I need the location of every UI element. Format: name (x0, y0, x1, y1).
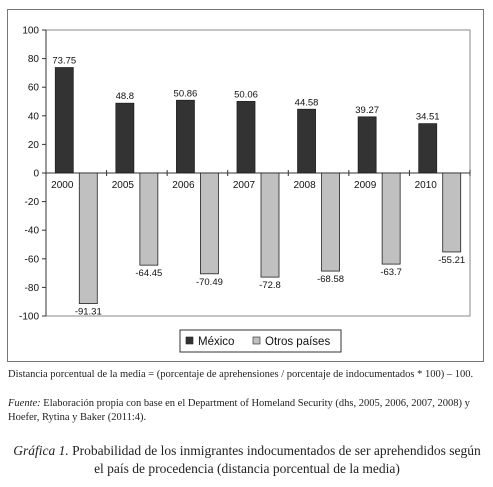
data-label-otros-paises: -55.21 (438, 254, 466, 266)
caption-text: Probabilidad de los inmigrantes indocumentados de ser aprehendidos según el país de procedencia (distancia porcentual de la media) (68, 443, 481, 476)
caption-label: Gráfica 1. (13, 443, 69, 458)
bar-otros-paises (200, 173, 218, 274)
legend-swatch-mexico (186, 337, 193, 344)
y-tick-label: -60 (24, 254, 39, 266)
data-label-otros-paises: -91.31 (74, 306, 102, 318)
bar-mexico (419, 124, 437, 173)
bar-mexico (176, 100, 194, 173)
source-note (8, 397, 486, 425)
data-label-otros-paises: -72.8 (259, 280, 281, 292)
x-tick-label: 2009 (354, 180, 377, 191)
y-tick-label: 20 (27, 139, 39, 151)
data-label-mexico: 50.86 (173, 88, 198, 100)
bar-otros-paises (140, 173, 158, 265)
data-label-mexico: 39.27 (355, 104, 380, 116)
legend-label-otros-paises: Otros países (265, 336, 331, 348)
bar-otros-paises (443, 173, 461, 252)
y-tick-label: 60 (27, 82, 39, 94)
x-tick-label: 2006 (172, 180, 195, 191)
bar-otros-paises (322, 173, 340, 271)
y-tick-label: -20 (24, 197, 39, 209)
data-label-mexico: 48.8 (115, 91, 135, 103)
legend-swatch-otros-paises (253, 337, 260, 344)
data-label-otros-paises: -70.49 (195, 276, 223, 288)
bar-mexico (298, 109, 316, 173)
y-tick-label: -80 (24, 282, 39, 294)
data-label-mexico: 44.58 (294, 97, 319, 109)
bar-mexico (358, 117, 376, 173)
legend-label-mexico: México (198, 336, 235, 348)
data-label-otros-paises: -63.7 (380, 267, 402, 279)
data-label-mexico: 73.75 (52, 55, 77, 67)
y-tick-label: 100 (22, 25, 39, 37)
figure-caption (8, 442, 486, 478)
y-tick-label: 0 (33, 168, 39, 180)
y-tick-label: 40 (27, 111, 39, 123)
y-tick-label: -40 (24, 225, 39, 237)
bar-otros-paises (261, 173, 279, 277)
bar-otros-paises (382, 173, 400, 264)
x-tick-label: 2008 (293, 180, 316, 191)
legend (180, 330, 341, 352)
bar-otros-paises (79, 173, 97, 304)
distance-note-text: Distancia porcentual de la media = (porcentaje de aprehensiones / porcentaje de indocumentados * 100) – 100. (8, 369, 474, 380)
x-tick-label: 2000 (51, 180, 74, 191)
data-label-otros-paises: -64.45 (135, 268, 163, 280)
y-tick-label: -100 (18, 311, 39, 323)
data-label-mexico: 50.06 (234, 89, 258, 101)
data-label-mexico: 34.51 (415, 111, 440, 123)
bar-mexico (237, 101, 255, 173)
x-tick-label: 2007 (232, 180, 256, 191)
x-tick-label: 2010 (414, 180, 437, 191)
distance-note (8, 368, 486, 382)
y-tick-label: 80 (27, 54, 39, 66)
x-tick-label: 2005 (111, 180, 134, 191)
source-text: Elaboración propia con base en el Department of Homeland Security (dhs, 2005, 2006, 2007, 2008) y Hoefer, Rytina y Baker (2011:4). (8, 398, 470, 423)
bar-mexico (116, 103, 134, 173)
data-label-otros-paises: -68.58 (317, 274, 345, 286)
bar-mexico (55, 68, 73, 173)
source-label: Fuente: (8, 398, 41, 409)
